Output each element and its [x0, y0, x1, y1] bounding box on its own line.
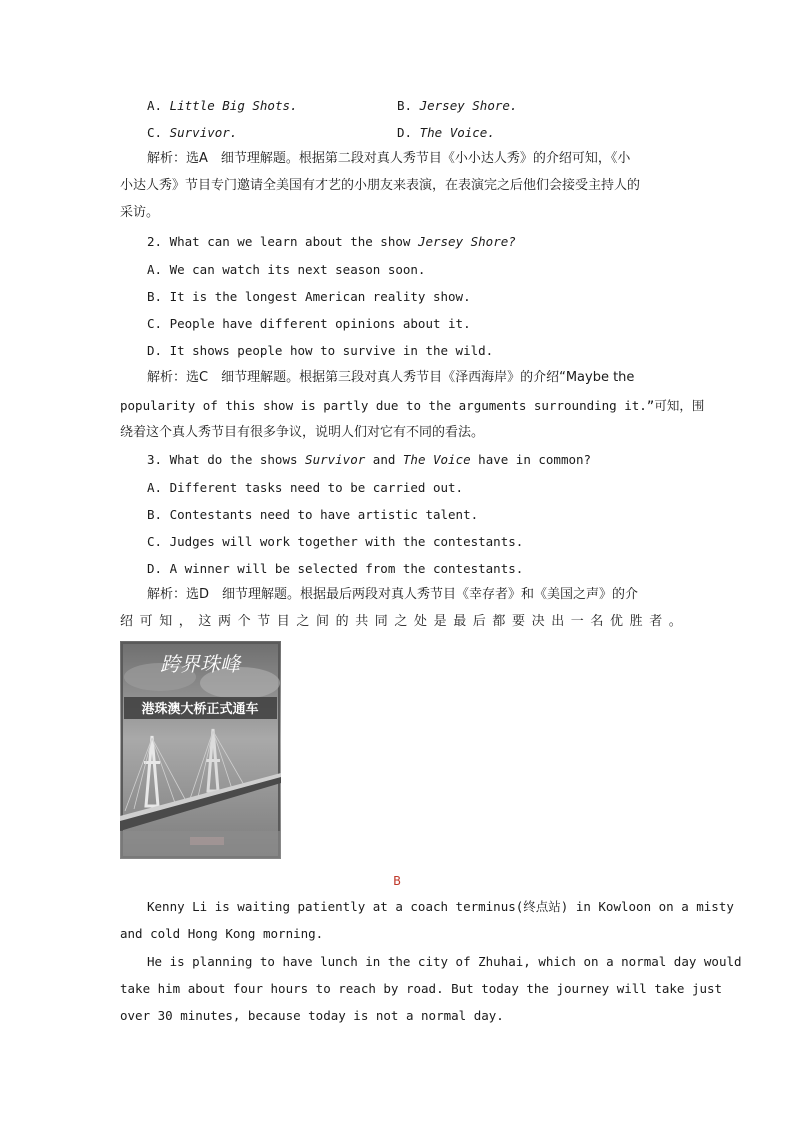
passage-b-p2-line-3: over 30 minutes, because today is not a normal day.: [120, 1008, 504, 1023]
section-b-label: B: [393, 873, 401, 888]
q3-stem-suffix: have in common?: [470, 452, 592, 467]
q3-option-a: A. Different tasks need to be carried out.: [147, 480, 464, 495]
q3-option-c: C. Judges will work together with the contestants.: [147, 534, 524, 549]
q3-stem-mid: and: [365, 452, 403, 467]
q1-option-a-prefix: A.: [147, 98, 163, 113]
bridge-photo: [120, 641, 281, 859]
q3-option-b: B. Contestants need to have artistic talent.: [147, 507, 479, 522]
q1-option-d-title: The Voice.: [419, 125, 495, 140]
q1-analysis-line-3: 采访。: [120, 205, 160, 220]
q1-option-c: [147, 125, 237, 141]
q2-option-d: D. It shows people how to survive in the wild.: [147, 343, 494, 358]
q2-analysis-line-2: popularity of this show is partly due to the arguments surrounding it.”可知，围: [120, 398, 705, 413]
q2-stem: [147, 234, 516, 250]
passage-b-p2-line-2: take him about four hours to reach by road. But today the journey will take just: [120, 981, 723, 996]
q1-option-a: [147, 98, 298, 114]
q3-option-d: D. A winner will be selected from the contestants.: [147, 561, 524, 576]
q1-option-b: [397, 98, 517, 114]
q1-option-d: [397, 125, 495, 141]
q2-analysis-line-3: 绕着这个真人秀节目有很多争议，说明人们对它有不同的看法。: [120, 425, 485, 440]
q1-option-b-title: Jersey Shore.: [419, 98, 518, 113]
photo-headline-top: 跨界珠峰: [160, 652, 240, 676]
q1-analysis-line-1: 解析：选A 细节理解题。根据第二段对真人秀节目《小小达人秀》的介绍可知，《小: [147, 151, 631, 166]
q1-option-b-prefix: B.: [397, 98, 413, 113]
passage-b-p1-line-1: Kenny Li is waiting patiently at a coach terminus(终点站) in Kowloon on a misty: [147, 899, 734, 914]
q1-analysis-line-2: 小达人秀》节目专门邀请全美国有才艺的小朋友来表演，在表演完之后他们会接受主持人的: [120, 178, 641, 193]
passage-b-p1-line-2: and cold Hong Kong morning.: [120, 926, 324, 941]
q3-stem-title-1: Survivor: [305, 452, 366, 467]
q3-analysis-line-2: 绍可知，这两个节目之间的共同之处是最后都要决出一名优胜者。: [120, 614, 689, 629]
q3-stem-text: 3. What do the shows: [147, 452, 306, 467]
photo-headline-bottom: 港珠澳大桥正式通车: [141, 702, 259, 717]
q2-option-c: C. People have different opinions about it.: [147, 316, 471, 331]
q3-stem: [147, 452, 591, 468]
passage-b-p2-line-1: He is planning to have lunch in the city of Zhuhai, which on a normal day would: [147, 954, 742, 969]
q2-analysis-line-1: 解析：选C 细节理解题。根据第三段对真人秀节目《泽西海岸》的介绍“Maybe the: [147, 370, 635, 385]
q2-option-a: A. We can watch its next season soon.: [147, 262, 426, 277]
q1-option-d-prefix: D.: [397, 125, 413, 140]
q2-stem-title: Jersey Shore?: [417, 234, 516, 249]
q3-stem-title-2: The Voice: [402, 452, 471, 467]
q2-stem-text: 2. What can we learn about the show: [147, 234, 418, 249]
q1-option-a-title: Little Big Shots.: [169, 98, 298, 113]
bridge-illustration: [120, 641, 281, 859]
q1-option-c-title: Survivor.: [169, 125, 238, 140]
q1-option-c-prefix: C.: [147, 125, 163, 140]
q2-option-b: B. It is the longest American reality show.: [147, 289, 471, 304]
q3-analysis-line-1: 解析：选D 细节理解题。根据最后两段对真人秀节目《幸存者》和《美国之声》的介: [147, 587, 639, 602]
